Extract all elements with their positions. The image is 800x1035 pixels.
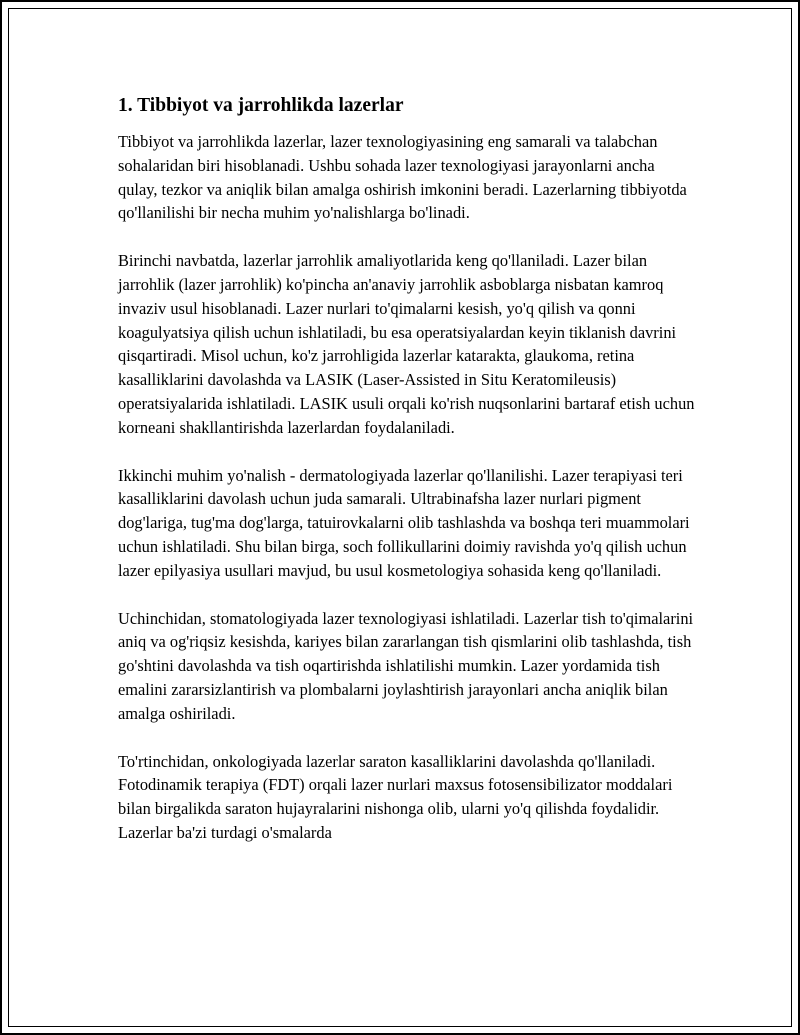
paragraph-dentistry: Uchinchidan, stomatologiyada lazer texnologiyasi ishlatiladi. Lazerlar tish to'qimalarini aniq va og'riqsiz kesishda, kariyes bilan zararlangan tish qismlarini olib tashlashda, tish go'shtini davolashda va tish oqartirishda ishlatilishi mumkin. Lazer yordamida tish emalini zararsizlantirish va plombalarni joylashtirish jarayonlari ancha aniqlik bilan amalga oshiriladi. — [118, 608, 694, 723]
section-heading: 1. Tibbiyot va jarrohlikda lazerlar — [118, 95, 404, 116]
paragraph-surgery: Birinchi navbatda, lazerlar jarrohlik amaliyotlarida keng qo'llaniladi. Lazer bilan jarrohlik (lazer jarrohlik) ko'pincha an'anaviy jarrohlik asboblarga nisbatan kamroq invaziv usul hisoblanadi. Lazer nurlari to'qimalarni kesish, yo'q qilish va qonni koagulyatsiya qilish uchun ishlatiladi, bu esa operatsiyalardan keyin tiklanish davrini qisqartiradi. Misol uchun, ko'z jarrohligida lazerlar katarakta, glaukoma, retina kasalliklarini davolashda va LASIK (Laser-Assisted in Situ Keratomileusis) operatsiyalarida ishlatiladi. LASIK usuli orqali ko'rish nuqsonlarini bartaraf etish uchun korneani shakllantirishda lazerlardan foydalaniladi. — [118, 251, 695, 437]
paragraph-intro: Tibbiyot va jarrohlikda lazerlar, lazer texnologiyasining eng samarali va talabchan sohalaridan biri hisoblanadi. Ushbu sohada lazer texnologiyasi jarayonlarni ancha qulay, tezkor va aniqlik bilan amalga oshirish imkonini beradi. Lazerlarning tibbiyotda qo'llanilishi bir necha muhim yo'nalishlarga bo'linadi. — [118, 132, 687, 223]
paragraph-dermatology: Ikkinchi muhim yo'nalish - dermatologiyada lazerlar qo'llanilishi. Lazer terapiyasi teri kasalliklarini davolash uchun juda samarali. Ultrabinafsha lazer nurlari pigment dog'lariga, tug'ma dog'larga, tatuirovkalarni olib tashlashda va boshqa teri muammolari uchun ishlatiladi. Shu bilan birga, soch follikullarini doimiy ravishda yo'q qilish uchun lazer epilyasiya usullari mavjud, bu usul kosmetologiya sohasida keng qo'llaniladi. — [118, 465, 690, 580]
document-body — [118, 92, 698, 869]
paragraph-oncology: To'rtinchidan, onkologiyada lazerlar saraton kasalliklarini davolashda qo'llaniladi. Fotodinamik terapiya (FDT) orqali lazer nurlari maxsus fotosensibilizator moddalari bilan birgalikda saraton hujayralarini nishonga olib, ularni yo'q qilishda foydalidir. Lazerlar ba'zi turdagi o'smalarda — [118, 751, 673, 842]
